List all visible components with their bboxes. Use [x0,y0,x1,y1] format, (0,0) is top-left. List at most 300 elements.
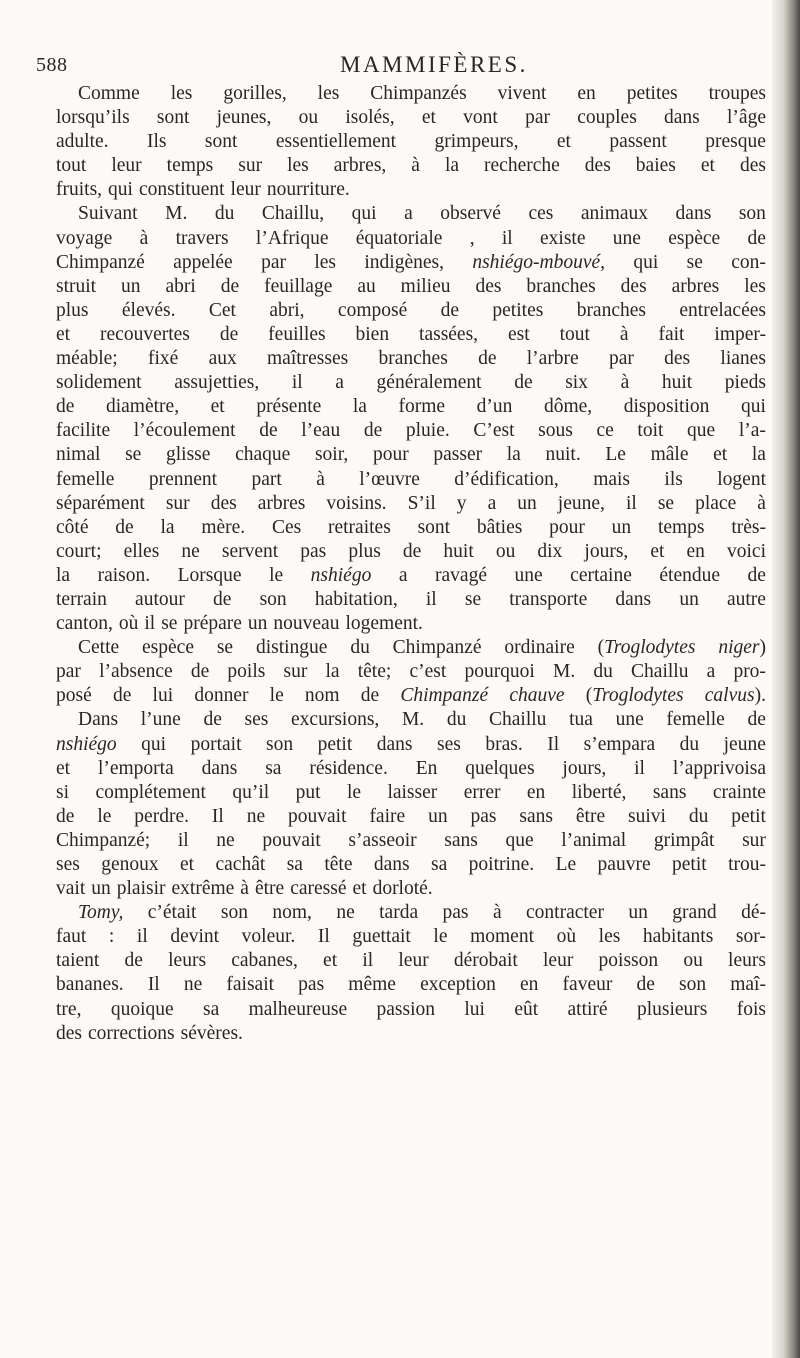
word [184,973,202,997]
word [739,419,766,443]
word [650,540,664,564]
text-fragment: appelée [173,251,233,273]
word [727,540,766,564]
text-fragment: nouveau [273,613,340,635]
word [144,612,155,636]
word [659,564,720,588]
word [141,708,181,732]
word [56,733,117,757]
text-fragment: assujetties, [174,372,260,394]
text-fragment: l’emporta [97,757,174,779]
word [733,660,766,684]
text-fragment: jeune [723,733,766,755]
text-fragment: taient [56,950,100,972]
word [56,299,89,323]
word [740,154,766,178]
word [140,227,149,251]
text-fragment: C’est [473,420,515,442]
text-fragment: séparément [56,492,145,514]
text-fragment: pour [549,516,585,538]
word [707,660,716,684]
text-fragment: arbres [257,492,306,514]
word [323,949,337,973]
text-fragment: tête [324,854,353,875]
text-fragment: à [757,492,766,514]
word [173,251,233,275]
text-fragment: tassées, [419,323,479,345]
text-fragment: le [269,564,284,586]
text-fragment: ne [216,829,235,851]
word [725,371,766,395]
text-fragment: du [679,733,700,755]
text-line [56,1022,766,1046]
text-fragment: recherche [484,155,560,177]
text-fragment: pieds [724,372,766,394]
text-line [56,82,766,106]
word [260,588,287,612]
word [296,781,321,805]
text-fragment: posé [56,685,92,707]
word [203,998,219,1022]
text-fragment: une [615,709,644,731]
text-fragment: exception [420,974,496,996]
word [408,492,436,516]
word [687,251,703,275]
text-fragment: moment [470,926,534,948]
text-fragment: part [251,468,282,490]
text-fragment: composé [337,299,408,321]
word [525,106,550,130]
text-fragment: a [398,564,408,586]
text-fragment: Chaillu [631,661,689,683]
text-fragment: feuilles [268,323,326,345]
text-fragment: les [317,83,340,104]
text-fragment: espèce [668,227,721,249]
word [399,564,408,588]
text-fragment: nourriture. [266,179,350,201]
text-line [56,949,766,973]
text-fragment: sa [203,998,220,1020]
word [379,901,418,925]
word [56,588,107,612]
text-fragment: sont [417,516,451,538]
text-fragment: lorsqu’ils [56,107,130,129]
word [741,395,766,419]
word [568,998,608,1022]
text-fragment: distingue [255,637,328,659]
word [56,323,70,347]
text-fragment: sur [742,829,766,851]
text-fragment: il [136,926,148,948]
text-fragment: prépare [183,613,242,635]
text-fragment: la [444,155,460,177]
word [265,757,281,781]
text-fragment: terrain [56,588,107,610]
word [520,973,538,997]
text-fragment: il [291,372,303,394]
word [612,516,632,540]
word [245,708,269,732]
text-fragment: S’il [407,492,436,514]
text-line [56,757,766,781]
word [515,564,543,588]
word [334,154,387,178]
text-line [56,395,766,419]
text-fragment: attiré [567,998,608,1020]
text-fragment: l’Afrique [255,227,329,249]
text-fragment: du [688,805,709,827]
text-fragment: tua [569,709,593,731]
text-fragment: branches [378,348,448,370]
text-fragment: fixé [147,348,179,370]
text-fragment: le [433,926,448,948]
word [56,612,113,636]
text-fragment: ou [495,540,516,562]
text-fragment: dé- [741,902,766,924]
word [56,973,124,997]
word [137,925,148,949]
text-fragment: de [747,564,766,586]
word [106,395,179,419]
word [134,419,236,443]
word [111,154,141,178]
word [547,733,559,757]
word [357,275,375,299]
word [502,227,513,251]
text-fragment: ne [183,974,203,996]
text-fragment: pouvait [288,805,347,827]
word [637,419,663,443]
text-fragment: a [487,492,497,514]
word [299,106,319,130]
word [447,708,467,732]
word [226,973,274,997]
word [174,371,259,395]
word [687,540,705,564]
text-fragment: des [56,1022,82,1044]
word [457,492,467,516]
word [658,516,705,540]
text-line [56,660,766,684]
text-fragment: autour [135,588,185,610]
word [613,227,641,251]
word [56,227,112,251]
italic-text: Chimpanzé [400,685,489,707]
text-fragment: Chimpanzés [370,83,467,104]
text-fragment: de [112,685,132,707]
text-fragment: et [352,878,367,900]
text-fragment: huit [661,372,693,394]
text-fragment: vivent [497,83,547,104]
text-fragment: de [203,709,222,731]
text-fragment: Chimpanzé [56,251,145,273]
text-fragment: grimpeurs, [434,131,519,153]
word [266,733,293,757]
text-fragment: retraites [327,516,391,538]
word [267,178,350,202]
text-fragment: ravagé [435,564,487,586]
word [56,154,86,178]
text-fragment: trou- [728,854,766,875]
word [326,660,340,684]
word [633,251,658,275]
text-fragment: autre [726,588,766,610]
text-fragment: aux [208,348,237,370]
word [56,443,100,467]
text-fragment: M. [401,709,425,731]
word [56,998,81,1022]
text-fragment: de [440,299,460,321]
text-fragment: dans [201,757,238,779]
word [91,877,111,901]
word [598,853,651,877]
text-fragment: dans [376,733,413,755]
text-fragment: l’a- [738,420,766,442]
word [658,492,674,516]
word [258,492,306,516]
text-fragment: passent [609,131,667,153]
word [609,347,634,371]
word [352,925,410,949]
text-fragment: si [56,781,70,803]
text-fragment: vont [463,107,498,129]
word [728,853,766,877]
text-fragment: Le [605,444,626,466]
word [507,443,521,467]
word [216,853,266,877]
word [153,684,174,708]
word [209,299,236,323]
word [223,82,286,106]
text-fragment: court; [56,540,102,562]
text-fragment: mais [593,468,631,490]
text-fragment: nuit. [545,444,581,466]
word [358,660,392,684]
text-fragment: poisson [598,950,659,972]
text-fragment: dans [675,203,712,225]
text-fragment: du [214,203,235,225]
word [731,516,766,540]
text-fragment: caressé [290,878,347,900]
word [464,781,501,805]
text-line [56,443,766,467]
word [221,901,248,925]
text-fragment: struit [56,275,97,297]
word [78,636,119,660]
word [318,925,330,949]
word [668,227,720,251]
word [653,781,687,805]
word [437,733,461,757]
word [718,636,766,660]
word [56,468,114,492]
word [492,299,543,323]
text-fragment: tre, [56,998,82,1020]
word [377,998,436,1022]
text-fragment: étendue [659,564,721,586]
text-fragment: arbres [671,275,720,297]
text-line [56,323,766,347]
word [315,443,348,467]
word [149,468,217,492]
text-line [56,973,766,997]
text-fragment: voisins. [326,492,387,514]
word [56,419,110,443]
word [496,540,516,564]
text-fragment: l’animal [561,829,627,851]
text-fragment: il [362,950,374,972]
word [166,492,190,516]
word [255,877,284,901]
word [676,202,712,226]
word [364,419,382,443]
word [142,636,194,660]
text-line [56,805,766,829]
word [433,443,482,467]
word [338,299,407,323]
word [291,708,379,732]
text-fragment: petit [731,805,766,827]
word [272,901,312,925]
word [504,636,574,660]
word [78,901,123,925]
word [298,973,324,997]
text-fragment: la [325,661,340,683]
text-fragment: ses [244,709,269,731]
text-fragment: observé [440,203,501,225]
text-fragment: du [350,637,370,659]
word [309,757,388,781]
text-fragment: pas [470,805,497,827]
word [537,540,562,564]
text-fragment: vait [56,878,86,900]
text-fragment: portait [190,733,242,755]
text-fragment: Ils [146,131,167,153]
text-fragment: s’asseoir [348,829,417,851]
text-line [56,492,766,516]
word [627,82,678,106]
word [628,805,666,829]
word [485,733,522,757]
page-number: 588 [36,54,68,76]
word [56,877,85,901]
text-fragment: de [478,348,497,370]
word [679,299,766,323]
word [514,998,538,1022]
word [464,660,534,684]
word [231,178,261,202]
text-fragment: , [469,227,475,249]
text-fragment: malheureuse [248,998,348,1020]
text-fragment: de [56,396,75,418]
word [56,925,86,949]
text-fragment: le [346,781,362,803]
text-fragment: maî- [730,974,766,996]
text-fragment: faire [369,805,406,827]
text-fragment: sur [283,661,308,683]
text-fragment: branches [526,275,596,297]
word [201,516,245,540]
word [581,202,648,226]
word [181,540,199,564]
word [256,395,321,419]
word [628,901,648,925]
word [636,973,654,997]
text-fragment: se [216,637,234,659]
word [209,347,237,371]
text-fragment: liberté, [571,781,627,803]
text-fragment: presque [705,131,766,153]
word [56,1022,82,1046]
word [362,949,373,973]
word [262,829,321,853]
text-fragment: elles [123,540,160,562]
text-fragment: pour [372,444,409,466]
text-fragment: tête; [357,661,392,683]
text-fragment: : [108,926,115,948]
word [526,901,604,925]
text-fragment: forme [398,396,446,418]
text-fragment: ces [528,203,554,225]
word [161,612,177,636]
text-fragment: pluie. [405,420,450,442]
word [584,540,628,564]
word [643,925,713,949]
word [251,468,281,492]
word [577,299,646,323]
text-fragment: fois [736,998,766,1020]
text-fragment: l’écoulement [133,420,236,442]
word [115,516,133,540]
word [540,227,585,251]
text-fragment: logement. [345,613,423,635]
italic-text: nshiégo [310,564,372,586]
word [680,733,700,757]
text-fragment: sa [265,757,282,779]
word [599,949,659,973]
word [157,106,190,130]
text-fragment: faut [56,926,87,948]
text-fragment: leurs [168,950,207,972]
word [435,130,519,154]
text-fragment: quelques [465,757,535,779]
word [748,708,766,732]
word [221,275,239,299]
text-fragment: par [608,348,634,370]
word [631,660,688,684]
text-fragment: qui [351,203,377,225]
word [620,323,629,347]
word [287,853,303,877]
text-line [56,251,766,275]
word [345,106,394,130]
text-fragment: Ces [271,516,302,538]
word [56,275,96,299]
word [287,154,309,178]
word [664,347,690,371]
word [109,925,114,949]
text-fragment: maîtresses [267,348,349,370]
word [336,901,354,925]
text-fragment: de [124,950,143,972]
word [470,227,475,251]
word [180,853,194,877]
text-fragment: abri, [269,299,305,321]
word [217,106,272,130]
text-fragment: de [259,420,278,442]
text-fragment: qui [108,179,133,201]
word [326,492,386,516]
